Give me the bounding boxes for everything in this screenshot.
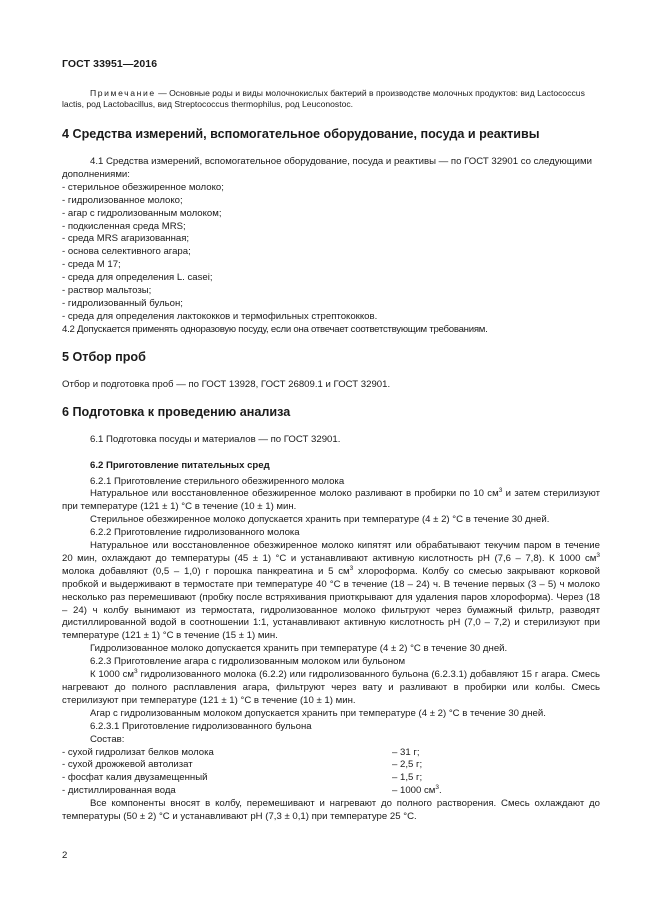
list-item: - среда MRS агаризованная; [62, 233, 190, 245]
list-item: - основа селективного агара; [62, 246, 191, 258]
superscript: 3 [596, 551, 600, 559]
list-item: - гидролизованное молоко; [62, 194, 183, 206]
section-6-title: 6 Подготовка к проведению анализа [62, 404, 291, 419]
text-run: гидролизованного молока (6.2.2) или гидролизованного бульона (6.2.3.1) добавляют 15 г агара. Смесь нагревают до полного расплавления агара, фильтруют через вату и разливают в пробирки или колбы. Смесь стерилизуют при температуре (121 ± 1) °С в течение (10 ± 1) мин. [62, 669, 601, 706]
section-6-1: 6.1 Подготовка посуды и материалов — по ГОСТ 32901. [90, 433, 341, 445]
text-run: хлороформа. Колбу со смесью закрывают корковой пробкой и выдерживают в термостате при температуре 40 °С в течение (18 – 24) ч. В течение первых (3 – 5) ч молоко несколько раз перемешивают (пробку после встряхивания приоткрывают для удаления паров хлороформа). Через (18 – 24) ч колбу вынимают из термостата, гидролизованное молоко фильтруют через бумажный фильтр, разводят дистиллированной водой в соотношении 1:1, устанавливают активную кислотность pH (7,0 – 7,2) и стерилизуют при температуре (121 ± 1) °С в течение (15 ± 1) мин. [62, 565, 600, 642]
list-item: - подкисленная среда MRS; [62, 220, 186, 232]
section-6-2-title: 6.2 Приготовление питательных сред [90, 459, 270, 471]
note-label: Примечание [90, 88, 156, 98]
standard-header: ГОСТ 33951—2016 [62, 58, 158, 70]
section-4-2: 4.2 Допускается применять одноразовую посуду, если она отвечает соответствующим требованиям. [62, 323, 488, 335]
composition-row [62, 747, 600, 760]
section-6-2-3-1-title: 6.2.3.1 Приготовление гидролизованного бульона [90, 720, 312, 732]
component-name: - сухой дрожжевой автолизат [62, 759, 193, 771]
section-6-2-2-text [62, 540, 600, 643]
composition-row [62, 785, 600, 798]
list-item: - среда для определения L. casei; [62, 272, 213, 284]
section-6-2-1-title: 6.2.1 Приготовление стерильного обезжиренного молока [90, 475, 345, 487]
composition-list [62, 747, 600, 799]
component-amount [392, 785, 442, 798]
superscript: 3 [349, 564, 354, 572]
section-4-intro: 4.1 Средства измерений, вспомогательное оборудование, посуда и реактивы — по ГОСТ 32901 со следующими дополнениями: [62, 156, 592, 180]
component-amount: – 31 г; [392, 746, 420, 758]
text-run: молока добавляют (0,5 – 1,0) г порошка панкреатина и 5 см [62, 565, 350, 577]
page-number: 2 [62, 850, 68, 861]
section-6-2-3-text [62, 669, 600, 708]
list-item: - стерильное обезжиренное молоко; [62, 181, 224, 193]
list-item: - среда М 17; [62, 259, 121, 271]
component-name: - сухой гидролизат белков молока [62, 746, 214, 758]
text-run: К 1000 см [90, 669, 135, 681]
section-4-list [62, 182, 600, 324]
section-6-2-1-storage: Стерильное обезжиренное молоко допускается хранить при температуре (4 ± 2) °С в течение 30 дней. [90, 514, 550, 526]
list-item: - раствор мальтозы; [62, 285, 152, 297]
note-text: — Основные роды и виды молочнокислых бактерий в производстве молочных продуктов: вид Lactococcus lactis, род Lactobacillus, вид Streptococcus thermophilus, род Leuconostoc. [62, 88, 585, 109]
text-run: Натуральное или восстановленное обезжиренное молоко разливают в пробирки по 10 см [90, 488, 499, 500]
note [62, 88, 600, 110]
section-5-text: Отбор и подготовка проб — по ГОСТ 13928, ГОСТ 26809.1 и ГОСТ 32901. [62, 378, 391, 390]
superscript: 3 [435, 784, 440, 792]
amount-tail: . [439, 785, 442, 797]
superscript: 3 [134, 668, 138, 676]
section-6-2-3-storage: Агар с гидролизованным молоком допускается хранить при температуре (4 ± 2) °С в течение 30 дней. [90, 707, 546, 719]
list-item: - гидролизованный бульон; [62, 297, 183, 309]
list-item: - среда для определения лактококков и термофильных стрептококков. [62, 310, 378, 322]
section-6-2-3-1-text: Все компоненты вносят в колбу, перемешивают и нагревают до полного растворения. Смесь охлаждают до температуры (50 ± 2) °С и устанавливают pH (7,3 ± 0,1) при температуре 25 °С. [62, 798, 600, 823]
component-name: - фосфат калия двузамещенный [62, 772, 208, 784]
composition-label: Состав: [90, 733, 125, 745]
text-run: и затем стерилизуют при температуре (121 ± 1) °С в течение (10 ± 1) мин. [62, 488, 600, 513]
section-6-2-2-storage: Гидролизованное молоко допускается хранить при температуре (4 ± 2) °С в течение 30 дней. [90, 643, 508, 655]
section-6-2-1-text [62, 488, 600, 514]
section-4-title: 4 Средства измерений, вспомогательное оборудование, посуда и реактивы [62, 127, 540, 141]
section-6-2-2-title: 6.2.2 Приготовление гидролизованного молока [90, 527, 300, 539]
component-amount: – 2,5 г; [392, 759, 423, 771]
composition-row [62, 772, 600, 785]
list-item: - агар с гидролизованным молоком; [62, 207, 222, 219]
composition-row [62, 759, 600, 772]
component-name: - дистиллированная вода [62, 785, 176, 797]
amount-value: – 1000 см [392, 785, 436, 797]
component-amount: – 1,5 г; [392, 772, 423, 784]
superscript: 3 [498, 487, 503, 495]
section-6-2-3-title: 6.2.3 Приготовление агара с гидролизованным молоком или бульоном [90, 656, 406, 668]
section-5-title: 5 Отбор проб [62, 349, 146, 364]
document-page [62, 58, 600, 824]
text-run: Натуральное или восстановленное обезжиренное молоко кипятят или обрабатывают текучим паром в течение 20 мин, охлаждают до температуры (45 ± 1) °С и устанавливают активную кислотность pH (7,6 – 7,8). К 1000 см [62, 540, 600, 564]
